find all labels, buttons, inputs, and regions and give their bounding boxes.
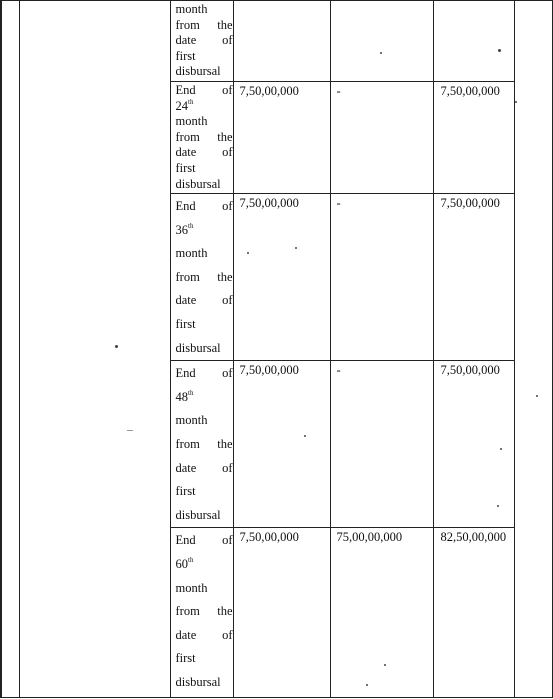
period-cell — [170, 361, 233, 528]
period-line: first — [175, 651, 196, 666]
period-line: from the — [175, 436, 233, 451]
total-cell: 7,50,00,000 — [433, 82, 514, 194]
scan-speck — [498, 49, 501, 52]
tranche-b-cell: - — [330, 194, 433, 361]
period-line: date of — [175, 460, 233, 475]
period-line: date of — [175, 627, 233, 642]
ordinal-number: 36 — [175, 222, 188, 237]
period-line: date of — [175, 293, 233, 308]
table-row — [1, 1, 552, 82]
total-cell: 82,50,00,000 — [433, 528, 514, 698]
ordinal-suffix: th — [188, 555, 194, 564]
scan-speck — [304, 435, 306, 437]
period-cell — [170, 194, 233, 361]
period-line: date of — [175, 33, 233, 48]
ordinal-line — [176, 553, 233, 577]
ordinal-suffix: th — [188, 221, 194, 230]
ordinal-suffix: th — [188, 388, 194, 397]
period-cell — [170, 1, 233, 82]
period-line: disbursal — [175, 64, 221, 79]
ordinal-number: 24 — [175, 98, 188, 113]
period-line: End of — [175, 366, 233, 381]
period-line: month — [175, 246, 208, 261]
tranche-a-cell — [233, 1, 330, 82]
scan-speck — [536, 395, 538, 397]
period-line: first — [175, 316, 196, 331]
ordinal-suffix: th — [188, 97, 194, 106]
scan-speck — [497, 505, 499, 507]
total-cell — [433, 1, 514, 82]
period-line: disbursal — [175, 674, 221, 689]
ordinal-line — [176, 219, 233, 243]
period-line: disbursal — [175, 507, 221, 522]
scan-speck — [115, 345, 118, 348]
margin-column — [1, 1, 19, 698]
tranche-a-cell: 7,50,00,000 — [233, 82, 330, 194]
tranche-b-cell: - — [330, 82, 433, 194]
period-line: month — [175, 413, 208, 428]
period-line: first — [175, 48, 196, 63]
tranche-a-cell: 7,50,00,000 — [233, 361, 330, 528]
scan-speck — [295, 247, 297, 249]
period-line: from the — [175, 269, 233, 284]
remarks-column — [514, 1, 552, 698]
total-cell: 7,50,00,000 — [433, 361, 514, 528]
ordinal-line — [176, 386, 233, 410]
tranche-a-cell: 7,50,00,000 — [233, 528, 330, 698]
period-line: from the — [175, 17, 233, 32]
period-line: date of — [175, 145, 233, 160]
ordinal-number: 48 — [175, 389, 188, 404]
tranche-b-cell — [330, 1, 433, 82]
scan-speck — [127, 430, 133, 431]
scan-speck — [247, 252, 249, 254]
period-cell — [170, 528, 233, 698]
ordinal-line — [176, 99, 233, 115]
scan-speck — [366, 684, 368, 686]
tranche-b-cell: - — [330, 361, 433, 528]
scan-speck — [515, 101, 517, 103]
period-line: month — [175, 580, 208, 595]
period-line: End of — [175, 533, 233, 548]
period-cell — [170, 82, 233, 194]
period-line: month — [175, 114, 208, 129]
period-line: from the — [175, 604, 233, 619]
period-line: End of — [175, 199, 233, 213]
tranche-b-cell: 75,00,00,000 — [330, 528, 433, 698]
period-line: from the — [175, 129, 233, 144]
total-cell: 7,50,00,000 — [433, 194, 514, 361]
scan-speck — [380, 52, 382, 54]
scan-speck — [500, 448, 502, 450]
period-line: first — [175, 160, 196, 175]
period-line: disbursal — [175, 340, 221, 355]
particulars-column — [19, 1, 170, 698]
scan-speck — [384, 664, 386, 666]
ordinal-number: 60 — [175, 556, 188, 571]
period-line: first — [175, 484, 196, 499]
tranche-a-cell: 7,50,00,000 — [233, 194, 330, 361]
period-line: disbursal — [175, 176, 221, 191]
period-line: month — [175, 2, 208, 16]
period-line: End of — [175, 83, 233, 97]
